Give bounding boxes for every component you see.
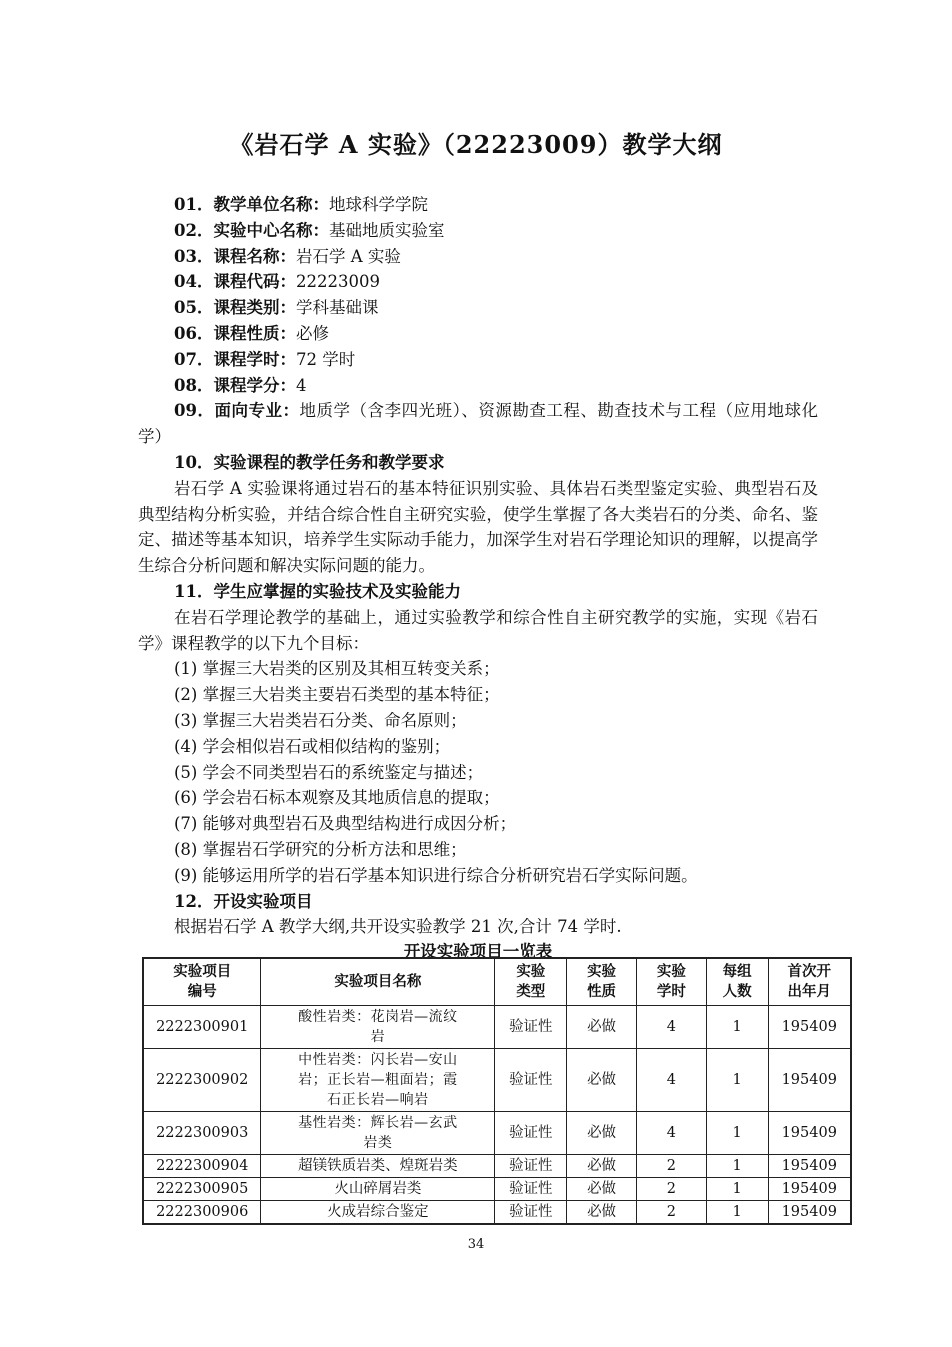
cell-people: 1 xyxy=(706,1049,768,1112)
goal-item: (6) 学会岩石标本观察及其地质信息的提取； xyxy=(174,788,500,808)
cell-first-date: 195409 xyxy=(768,1201,851,1225)
table-body xyxy=(143,1006,851,1225)
info-item xyxy=(138,269,818,295)
cell-name-line: 岩 xyxy=(370,1029,386,1045)
cell-name xyxy=(261,1155,495,1178)
goal-item: (5) 学会不同类型岩石的系统鉴定与描述； xyxy=(174,762,484,782)
section-11-intro: 在岩石学理论教学的基础上，通过实验教学和综合性自主研究教学的实施，实现《岩石学》课程教学的以下九个目标： xyxy=(138,607,818,653)
cell-id: 2222300906 xyxy=(143,1201,261,1225)
page-number: 34 xyxy=(467,1237,485,1252)
table-header-cell xyxy=(636,958,706,1006)
info-item-value: 必修 xyxy=(295,323,329,343)
info-item-label: 课程名称： xyxy=(213,246,296,266)
cell-hours: 2 xyxy=(636,1155,706,1178)
cell-type: 验证性 xyxy=(495,1112,567,1155)
info-item-value: 岩石学 A 实验 xyxy=(295,246,401,266)
header-line: 编号 xyxy=(187,983,217,1000)
section-12-text: 根据岩石学 A 教学大纲,共开设实验教学 21 次,合计 74 学时. xyxy=(174,917,622,937)
cell-people: 1 xyxy=(706,1155,768,1178)
cell-name xyxy=(261,1112,495,1155)
cell-name-line: 岩类 xyxy=(363,1135,393,1151)
cell-people: 1 xyxy=(706,1178,768,1201)
cell-type: 验证性 xyxy=(495,1155,567,1178)
cell-first-date: 195409 xyxy=(768,1049,851,1112)
table-header-cell xyxy=(495,958,567,1006)
header-line: 实验项目名称 xyxy=(334,973,422,990)
cell-id: 2222300905 xyxy=(143,1178,261,1201)
cell-name xyxy=(261,1178,495,1201)
info-item-value: 地质学（含李四光班）、资源勘查工程、勘查技术与工程（应用地球化学） xyxy=(138,401,819,447)
goal-item: (9) 能够运用所学的岩石学基本知识进行综合分析研究岩石学实际问题。 xyxy=(174,865,698,885)
document-body xyxy=(138,192,818,962)
cell-name-line: 岩；正长岩—粗面岩；霞 xyxy=(298,1072,458,1088)
cell-first-date: 195409 xyxy=(768,1178,851,1201)
cell-type: 验证性 xyxy=(495,1201,567,1225)
goal-item: (8) 掌握岩石学研究的分析方法和思维； xyxy=(174,839,467,859)
info-item-value: 4 xyxy=(295,375,307,395)
cell-people: 1 xyxy=(706,1006,768,1049)
header-line: 实验项目 xyxy=(173,963,232,980)
header-line: 性质 xyxy=(587,983,617,1000)
header-line: 类型 xyxy=(516,983,546,1000)
course-info-list xyxy=(138,192,818,450)
cell-hours: 4 xyxy=(636,1049,706,1112)
section-10-heading: 10．实验课程的教学任务和教学要求 xyxy=(174,452,445,472)
cell-nature: 必做 xyxy=(567,1178,637,1201)
info-item xyxy=(138,192,818,218)
cell-people: 1 xyxy=(706,1112,768,1155)
info-item-number: 02． xyxy=(174,220,214,240)
table-header-cell xyxy=(706,958,768,1006)
table-row xyxy=(143,1178,851,1201)
info-item-number: 01． xyxy=(174,195,214,214)
table-row xyxy=(143,1006,851,1049)
cell-id: 2222300901 xyxy=(143,1006,261,1049)
info-item-number: 07． xyxy=(174,349,214,369)
cell-nature: 必做 xyxy=(567,1155,637,1178)
goal-item: (7) 能够对典型岩石及典型结构进行成因分析； xyxy=(174,814,517,834)
section-10-text: 岩石学 A 实验课将通过岩石的基本特征识别实验、具体岩石类型鉴定实验、典型岩石及典型结构分析实验，并结合综合性自主研究实验，使学生掌握了各大类岩石的分类、命名、鉴定、描述等基本知识，培养学生实际动手能力，加深学生对岩石学理论知识的理解，以提高学生综合分析问题和解决实际问题的能力。 xyxy=(138,478,818,576)
cell-id: 2222300902 xyxy=(143,1049,261,1112)
cell-id: 2222300904 xyxy=(143,1155,261,1178)
cell-name-line: 中性岩类：闪长岩—安山 xyxy=(298,1052,458,1068)
table-header-cell xyxy=(261,958,495,1006)
info-item-label: 面向专业： xyxy=(214,401,300,421)
cell-name-line: 火成岩综合鉴定 xyxy=(327,1204,429,1220)
document-title: 《岩石学 A 实验》（22223009）教学大纲 xyxy=(229,130,723,159)
info-item-number: 05． xyxy=(174,298,214,318)
info-item-label: 课程性质： xyxy=(213,323,296,343)
info-item-value: 基础地质实验室 xyxy=(328,220,445,240)
goal-item: (1) 掌握三大岩类的区别及其相互转变关系； xyxy=(174,659,500,679)
cell-type: 验证性 xyxy=(495,1049,567,1112)
info-item-label: 课程学时： xyxy=(213,349,296,369)
info-item xyxy=(138,347,818,373)
header-line: 学时 xyxy=(656,983,686,1000)
info-item-label: 课程学分： xyxy=(213,375,296,395)
cell-first-date: 195409 xyxy=(768,1006,851,1049)
section-11-heading: 11．学生应掌握的实验技术及实验能力 xyxy=(174,581,461,601)
header-line: 每组 xyxy=(722,963,752,980)
cell-name-line: 超镁铁质岩类、煌斑岩类 xyxy=(298,1158,458,1174)
cell-id: 2222300903 xyxy=(143,1112,261,1155)
section-12-heading: 12．开设实验项目 xyxy=(174,891,313,911)
cell-name-line: 酸性岩类：花岗岩—流纹 xyxy=(298,1009,458,1025)
table-header-cell xyxy=(768,958,851,1006)
cell-nature: 必做 xyxy=(567,1006,637,1049)
info-item-number: 04． xyxy=(174,272,214,292)
header-line: 出年月 xyxy=(787,983,832,1000)
cell-name xyxy=(261,1006,495,1049)
cell-hours: 4 xyxy=(636,1112,706,1155)
goal-item: (3) 掌握三大岩类岩石分类、命名原则； xyxy=(174,710,467,730)
info-item xyxy=(138,321,818,347)
header-line: 人数 xyxy=(722,983,752,1000)
table-row xyxy=(143,1155,851,1178)
info-item-label: 课程类别： xyxy=(213,298,296,318)
goal-list xyxy=(138,656,818,888)
experiment-table xyxy=(142,957,852,1225)
cell-hours: 2 xyxy=(636,1201,706,1225)
cell-first-date: 195409 xyxy=(768,1155,851,1178)
cell-name xyxy=(261,1201,495,1225)
goal-item: (2) 掌握三大岩类主要岩石类型的基本特征； xyxy=(174,685,500,705)
table-row xyxy=(143,1112,851,1155)
cell-hours: 2 xyxy=(636,1178,706,1201)
cell-hours: 4 xyxy=(636,1006,706,1049)
cell-name-line: 基性岩类：辉长岩—玄武 xyxy=(298,1115,458,1131)
cell-type: 验证性 xyxy=(495,1178,567,1201)
cell-people: 1 xyxy=(706,1201,768,1225)
header-line: 首次开 xyxy=(787,963,832,980)
info-item xyxy=(138,218,818,244)
cell-nature: 必做 xyxy=(567,1049,637,1112)
table-header-cell xyxy=(567,958,637,1006)
info-item-value: 72 学时 xyxy=(295,349,356,369)
info-item-number: 09． xyxy=(174,401,215,421)
goal-item: (4) 学会相似岩石或相似结构的鉴别； xyxy=(174,736,451,756)
info-item xyxy=(138,244,818,270)
table-header-row xyxy=(143,958,851,1006)
info-item-label: 实验中心名称： xyxy=(213,220,329,240)
header-line: 实验 xyxy=(656,963,686,980)
cell-type: 验证性 xyxy=(495,1006,567,1049)
table-header-cell xyxy=(143,958,261,1006)
info-item-number: 06． xyxy=(174,323,214,343)
info-item-number: 08． xyxy=(174,375,214,395)
header-line: 实验 xyxy=(587,963,617,980)
cell-first-date: 195409 xyxy=(768,1112,851,1155)
cell-nature: 必做 xyxy=(567,1112,637,1155)
cell-nature: 必做 xyxy=(567,1201,637,1225)
info-item-value: 学科基础课 xyxy=(295,298,379,318)
table-caption: 开设实验项目一览表 xyxy=(403,942,553,962)
info-item-value: 地球科学学院 xyxy=(328,195,428,214)
info-item xyxy=(138,373,818,399)
table-row xyxy=(143,1201,851,1225)
table-row xyxy=(143,1049,851,1112)
info-item-label: 课程代码： xyxy=(213,272,296,292)
info-item-value: 22223009 xyxy=(295,272,380,292)
info-item xyxy=(138,295,818,321)
info-item-number: 03． xyxy=(174,246,214,266)
cell-name-line: 火山碎屑岩类 xyxy=(334,1181,422,1197)
info-item-label: 教学单位名称： xyxy=(213,195,329,214)
cell-name-line: 石正长岩—响岩 xyxy=(327,1092,429,1108)
cell-name xyxy=(261,1049,495,1112)
header-line: 实验 xyxy=(516,963,546,980)
info-item xyxy=(138,398,818,450)
